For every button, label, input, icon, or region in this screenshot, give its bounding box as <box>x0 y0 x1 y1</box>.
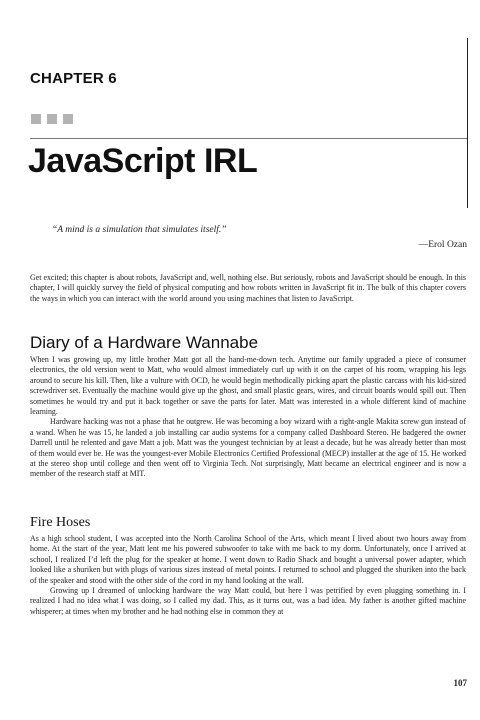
paragraph: Hardware hacking was not a phase that he outgrew. He was becoming a boy wizard with a right-angle Makita screw gun instead of a wand. When he was 15, he landed a job installing car audio systems for a company called Dashboard Stereo. He badgered the owner Darrell until he relented and gave Matt a job. Matt was the youngest technician by at least a decade, but he was already better than most of them would ever be. He was the youngest-ever Mobile Electronics Certified Professional (MECP) installer at the age of 15. He worked at the stereo shop until college and then went off to Virginia Tech. Not surprisingly, Matt became an electrical engineer and is now a member of the research staff at MIT. <box>30 417 466 479</box>
square-ornament <box>63 114 73 124</box>
title-rule <box>30 138 467 139</box>
paragraph: When I was growing up, my little brother Matt got all the hand-me-down tech. Anytime our family upgraded a piece of consumer electronics, the old version went to Matt, who would almost immediately curl up with it on the carpet of his room, wrapping his legs around to secure his kill. Then, like a vulture with OCD, he would begin methodically picking apart the plastic carcass with his kid-sized screwdriver set. Eventually the machine would give up the ghost, and small plastic gears, wires, and circuit boards would spill out. Then sometimes he would try and put it back together or save the parts for later. Matt was interested in a whole different kind of machine learning. <box>30 355 466 417</box>
square-ornament <box>47 114 57 124</box>
page-number: 107 <box>453 678 467 688</box>
margin-rule <box>467 38 468 208</box>
epigraph-quote: “A mind is a simulation that simulates itself.” <box>52 225 227 235</box>
paragraph: As a high school student, I was accepted into the North Carolina School of the Arts, which meant I lived about two hours away from home. At the start of the year, Matt lent me his powered subwoofer to take with me back to my dorm. Unfortunately, once I arrived at school, I realized I’d left the plug for the speaker at home. I went down to Radio Shack and bought a universal power adapter, which looked like a shuriken but with plugs of various sizes instead of metal points. I returned to school and plugged the shuriken into the back of the speaker and stood with the other side of the cord in my hand looking at the wall. <box>30 534 466 585</box>
section-heading: Diary of a Hardware Wannabe <box>30 333 259 352</box>
section-body <box>30 355 466 480</box>
subsection-body <box>30 534 466 617</box>
subsection-heading: Fire Hoses <box>30 515 91 530</box>
paragraph: Growing up I dreamed of unlocking hardware the way Matt could, but here I was petrified by even plugging something in. I realized I had no idea what I was doing, so I called my dad. This, as it turns out, was a bad idea. My father is another gifted machine whisperer; at times when my brother and he had nothing else in common they at <box>30 586 466 616</box>
chapter-title: JavaScript IRL <box>28 142 258 180</box>
intro-paragraph: Get excited; this chapter is about robots, JavaScript and, well, nothing else. But seriously, robots and JavaScript should be enough. In this chapter, I will quickly survey the field of physical computing and how robots written in JavaScript fit in. The bulk of this chapter covers the ways in which you can interact with the world around you using machines that listen to JavaScript. <box>30 273 466 303</box>
epigraph-author: —Erol Ozan <box>418 240 467 250</box>
square-ornament <box>31 114 41 124</box>
chapter-label: CHAPTER 6 <box>30 70 117 87</box>
decorative-squares <box>31 114 73 124</box>
